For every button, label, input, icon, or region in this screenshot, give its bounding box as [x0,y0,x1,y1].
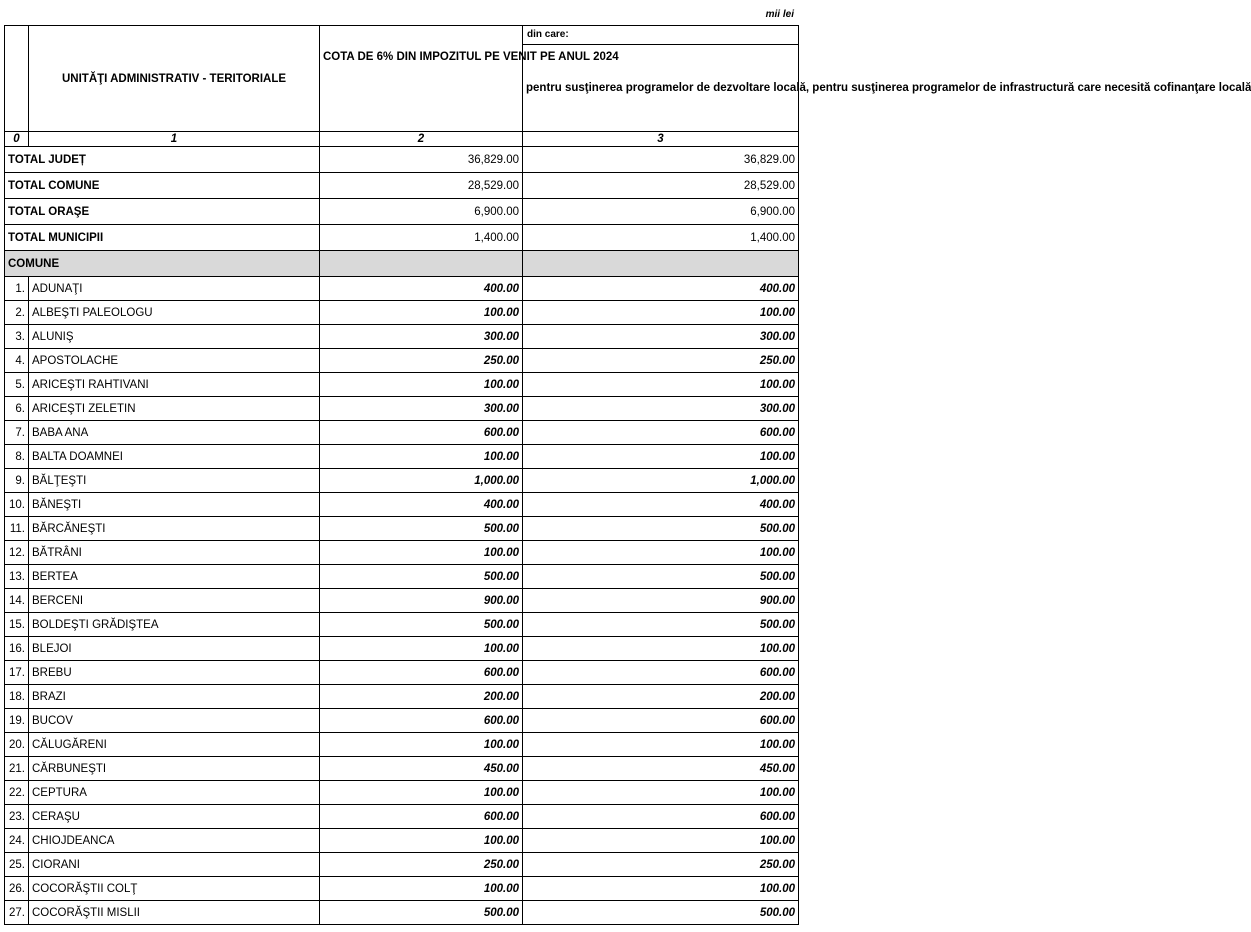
value-col3: 600.00 [523,661,799,685]
total-row [5,199,799,225]
unit-name: ARICEŞTI RAHTIVANI [29,373,320,397]
unit-name: CEPTURA [29,781,320,805]
value-col2: 100.00 [320,373,523,397]
row-number: 21. [5,757,29,781]
unit-name: BĂTRÂNI [29,541,320,565]
section-empty-col3 [523,251,799,277]
row-number: 18. [5,685,29,709]
unit-name: ALUNIŞ [29,325,320,349]
header-din-care: din care: [523,26,799,45]
allocation-table [4,25,1251,925]
unit-name: BREBU [29,661,320,685]
row-number: 27. [5,901,29,925]
value-col3: 500.00 [523,517,799,541]
table-row [5,733,799,757]
total-label: TOTAL COMUNE [5,173,320,199]
section-label: COMUNE [5,251,320,277]
row-number: 7. [5,421,29,445]
table-row [5,829,799,853]
value-col3: 100.00 [523,637,799,661]
unit-name: CĂRBUNEŞTI [29,757,320,781]
row-number: 25. [5,853,29,877]
value-col2: 400.00 [320,277,523,301]
total-value-col3: 36,829.00 [523,147,799,173]
total-row [5,147,799,173]
unit-name: ADUNAŢI [29,277,320,301]
header-col0 [5,26,29,132]
colnum-0: 0 [5,132,29,147]
table-row [5,637,799,661]
unit-name: ARICEŞTI ZELETIN [29,397,320,421]
unit-name: BUCOV [29,709,320,733]
unit-name: BOLDEŞTI GRĂDIŞTEA [29,613,320,637]
value-col3: 100.00 [523,301,799,325]
row-number: 17. [5,661,29,685]
value-col2: 500.00 [320,565,523,589]
value-col2: 500.00 [320,613,523,637]
unit-name: BRAZI [29,685,320,709]
value-col3: 100.00 [523,829,799,853]
row-number: 4. [5,349,29,373]
value-col2: 600.00 [320,709,523,733]
table-row [5,277,799,301]
value-col3: 250.00 [523,853,799,877]
value-col2: 200.00 [320,685,523,709]
table-row [5,589,799,613]
table-row [5,445,799,469]
value-col2: 900.00 [320,589,523,613]
row-number: 12. [5,541,29,565]
value-col3: 500.00 [523,901,799,925]
table-row [5,301,799,325]
section-row [5,251,799,277]
table-row [5,325,799,349]
total-row [5,225,799,251]
row-number: 26. [5,877,29,901]
value-col3: 500.00 [523,613,799,637]
table-row [5,853,799,877]
value-col2: 300.00 [320,325,523,349]
total-label: TOTAL MUNICIPII [5,225,320,251]
unit-name: BALTA DOAMNEI [29,445,320,469]
unit-name: BĂRCĂNEŞTI [29,517,320,541]
row-number: 20. [5,733,29,757]
table-row [5,877,799,901]
unit-name: CIORANI [29,853,320,877]
value-col2: 100.00 [320,733,523,757]
total-value-col3: 28,529.00 [523,173,799,199]
row-number: 23. [5,805,29,829]
value-col2: 250.00 [320,853,523,877]
table-row [5,685,799,709]
value-col3: 400.00 [523,493,799,517]
unit-name: ALBEŞTI PALEOLOGU [29,301,320,325]
table-row [5,661,799,685]
header-col3: pentru susţinerea programelor de dezvoltare locală, pentru susţinerea programelor de infrastructură care necesită cofinanţare locală [523,45,799,132]
table-row [5,757,799,781]
value-col2: 450.00 [320,757,523,781]
row-number: 3. [5,325,29,349]
table-row [5,469,799,493]
unit-name: COCORĂŞTII MISLII [29,901,320,925]
unit-name: CHIOJDEANCA [29,829,320,853]
value-col2: 500.00 [320,517,523,541]
value-col3: 500.00 [523,565,799,589]
total-label: TOTAL JUDEȚ [5,147,320,173]
section-empty-col2 [320,251,523,277]
row-number: 13. [5,565,29,589]
unit-name: CĂLUGĂRENI [29,733,320,757]
row-number: 8. [5,445,29,469]
total-label: TOTAL ORAŞE [5,199,320,225]
value-col3: 300.00 [523,397,799,421]
value-col2: 1,000.00 [320,469,523,493]
total-value-col3: 1,400.00 [523,225,799,251]
unit-name: BERCENI [29,589,320,613]
table-row [5,805,799,829]
value-col3: 600.00 [523,709,799,733]
row-number: 6. [5,397,29,421]
table-row [5,541,799,565]
table-row [5,781,799,805]
value-col3: 900.00 [523,589,799,613]
value-col3: 100.00 [523,733,799,757]
value-col3: 100.00 [523,373,799,397]
value-col2: 250.00 [320,349,523,373]
value-col2: 100.00 [320,781,523,805]
unit-label: mii lei [765,9,794,20]
unit-name: CERAŞU [29,805,320,829]
value-col3: 600.00 [523,805,799,829]
total-value-col2: 6,900.00 [320,199,523,225]
value-col2: 500.00 [320,901,523,925]
value-col3: 400.00 [523,277,799,301]
row-number: 10. [5,493,29,517]
table-row [5,421,799,445]
row-number: 1. [5,277,29,301]
table-row [5,565,799,589]
value-col2: 100.00 [320,301,523,325]
table-row [5,613,799,637]
unit-name: BERTEA [29,565,320,589]
value-col2: 400.00 [320,493,523,517]
colnum-1: 1 [29,132,320,147]
row-number: 15. [5,613,29,637]
value-col2: 600.00 [320,421,523,445]
unit-name: BĂLŢEŞTI [29,469,320,493]
unit-name: BABA ANA [29,421,320,445]
total-value-col3: 6,900.00 [523,199,799,225]
row-number: 22. [5,781,29,805]
table-row [5,349,799,373]
value-col2: 600.00 [320,661,523,685]
table-row [5,517,799,541]
total-row [5,173,799,199]
colnum-3: 3 [523,132,799,147]
value-col3: 200.00 [523,685,799,709]
value-col2: 100.00 [320,445,523,469]
header-col1: UNITĂŢI ADMINISTRATIV - TERITORIALE [29,26,320,132]
total-value-col2: 36,829.00 [320,147,523,173]
value-col3: 100.00 [523,541,799,565]
table-row [5,373,799,397]
value-col2: 100.00 [320,541,523,565]
value-col3: 100.00 [523,445,799,469]
table-row [5,493,799,517]
header-col2: COTA DE 6% DIN IMPOZITUL PE VENIT PE ANUL 2024 [320,26,523,132]
table-row [5,901,799,925]
total-value-col2: 28,529.00 [320,173,523,199]
value-col3: 450.00 [523,757,799,781]
value-col2: 300.00 [320,397,523,421]
row-number: 2. [5,301,29,325]
value-col3: 100.00 [523,877,799,901]
unit-name: APOSTOLACHE [29,349,320,373]
unit-name: COCORĂŞTII COLŢ [29,877,320,901]
table-row [5,709,799,733]
row-number: 16. [5,637,29,661]
row-number: 9. [5,469,29,493]
row-number: 14. [5,589,29,613]
value-col2: 100.00 [320,829,523,853]
row-number: 24. [5,829,29,853]
value-col3: 100.00 [523,781,799,805]
value-col2: 600.00 [320,805,523,829]
row-number: 19. [5,709,29,733]
value-col3: 300.00 [523,325,799,349]
value-col2: 100.00 [320,877,523,901]
value-col3: 250.00 [523,349,799,373]
unit-name: BLEJOI [29,637,320,661]
unit-name: BĂNEŞTI [29,493,320,517]
colnum-2: 2 [320,132,523,147]
row-number: 11. [5,517,29,541]
value-col2: 100.00 [320,637,523,661]
table-row [5,397,799,421]
value-col3: 600.00 [523,421,799,445]
total-value-col2: 1,400.00 [320,225,523,251]
row-number: 5. [5,373,29,397]
value-col3: 1,000.00 [523,469,799,493]
